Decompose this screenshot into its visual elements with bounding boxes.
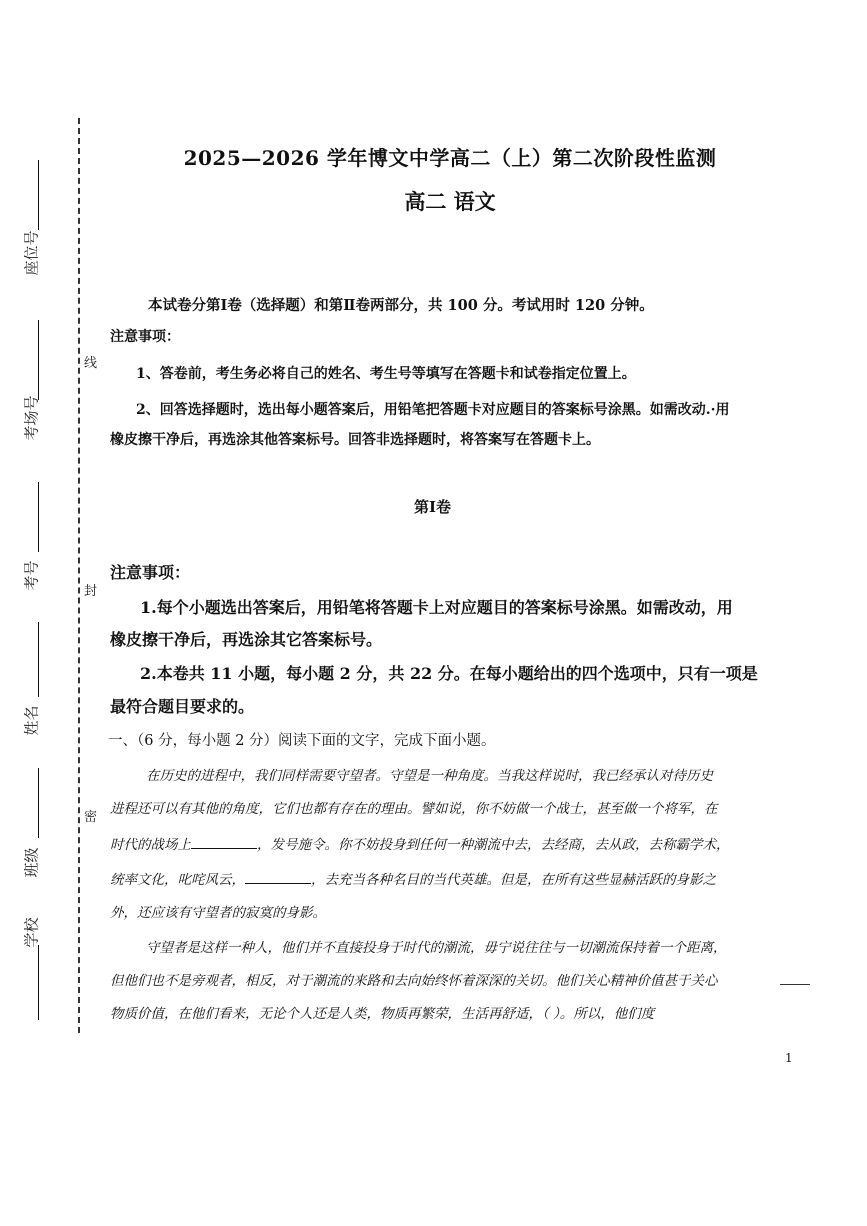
fill-blank-1 [191, 834, 257, 849]
exam-title: 2025—2026 学年博文中学高二（上）第二次阶段性监测 [183, 146, 717, 170]
exam-subtitle: 高二 语文 [404, 189, 496, 214]
exam-room-line [38, 320, 39, 400]
note-2-line-1: 2、回答选择题时，选出每小题答案后，用铅笔把答题卡对应题目的答案标号涂黑。如需改动.·用 [136, 402, 730, 418]
passage-p1-line-4-start: 统率文化，叱咤风云， [110, 872, 245, 888]
section-item-2-line-1: 2.本卷共 11 小题，每小题 2 分，共 22 分。在每小题给出的四个选项中，只有一项是 [140, 664, 758, 683]
notes-title: 注意事项： [110, 329, 180, 345]
exam-number-label: 考号 [22, 560, 41, 591]
question-heading: 一、（6 分，每小题 2 分）阅读下面的文字，完成下面小题。 [108, 733, 496, 749]
section-heading: 第Ⅰ卷 [414, 498, 452, 516]
name-label: 姓名 [22, 705, 41, 736]
passage-p1-line-4-end: ，去充当各种名目的当代英雄。但是，在所有这些显赫活跃的身影之 [311, 872, 716, 888]
seal-char-secret: 密 [84, 810, 98, 825]
school-line [38, 945, 39, 1020]
note-1: 1、答卷前，考生务必将自己的姓名、考生号等填写在答题卡和试卷指定位置上。 [136, 366, 636, 382]
seal-dashed-line [78, 118, 80, 1033]
exam-number-line [38, 482, 39, 552]
section-notes-title: 注意事项： [110, 563, 191, 582]
seat-number-label: 座位号 [22, 230, 41, 276]
passage-p1-line-4 [110, 869, 716, 890]
section-item-2-line-2: 最符合题目要求的。 [110, 697, 255, 716]
seat-number-line [38, 160, 39, 230]
passage-p1-line-3-end: ，发号施令。你不妨投身到任何一种潮流中去，去经商，去从政，去称霸学术， [257, 837, 730, 853]
passage-p2-line-2: 但他们也不是旁观者，相反，对于潮流的来路和去向始终怀着深深的关切。他们关心精神价值甚于关心 [110, 973, 718, 989]
exam-room-label: 考场号 [22, 395, 41, 441]
passage-p2-line-3: 物质价值，在他们看来，无论个人还是人类，物质再繁荣，生活再舒适，（ ）。所以，他们度 [110, 1006, 655, 1022]
passage-p1-line-3-start: 时代的战场上 [110, 837, 191, 853]
passage-p2-line-1: 守望者是这样一种人，他们并不直接投身于时代的潮流，毋宁说往往与一切潮流保持着一个距离， [146, 940, 727, 956]
seal-char-line: 线 [84, 356, 98, 371]
note-2-line-2: 橡皮擦干净后，再选涂其他答案标号。回答非选择题时，将答案写在答题卡上。 [110, 432, 600, 448]
passage-p1-line-2: 进程还可以有其他的角度，它们也都有存在的理由。譬如说，你不妨做一个战士，甚至做一个将军，在 [110, 801, 718, 817]
seal-char-seal: 封 [84, 584, 98, 599]
passage-p1-line-1: 在历史的进程中，我们同样需要守望者。守望是一种角度。当我这样说时，我已经承认对待历史 [146, 768, 713, 784]
passage-p1-line-3 [110, 834, 730, 855]
margin-overflow-line [780, 984, 810, 985]
class-label: 班级 [22, 847, 41, 878]
exam-summary: 本试卷分第Ⅰ卷（选择题）和第Ⅱ卷两部分，共 100 分。考试用时 120 分钟。 [148, 297, 654, 314]
school-label: 学校 [22, 917, 41, 948]
section-item-1-line-2: 橡皮擦干净后，再选涂其它答案标号。 [110, 630, 383, 649]
page-number: 1 [785, 1051, 793, 1065]
fill-blank-2 [245, 869, 311, 884]
passage-p1-line-5: 外，还应该有守望者的寂寞的身影。 [110, 905, 326, 921]
class-line [38, 768, 39, 838]
name-line [38, 622, 39, 697]
section-item-1-line-1: 1.每个小题选出答案后，用铅笔将答题卡上对应题目的答案标号涂黑。如需改动，用 [140, 598, 733, 617]
